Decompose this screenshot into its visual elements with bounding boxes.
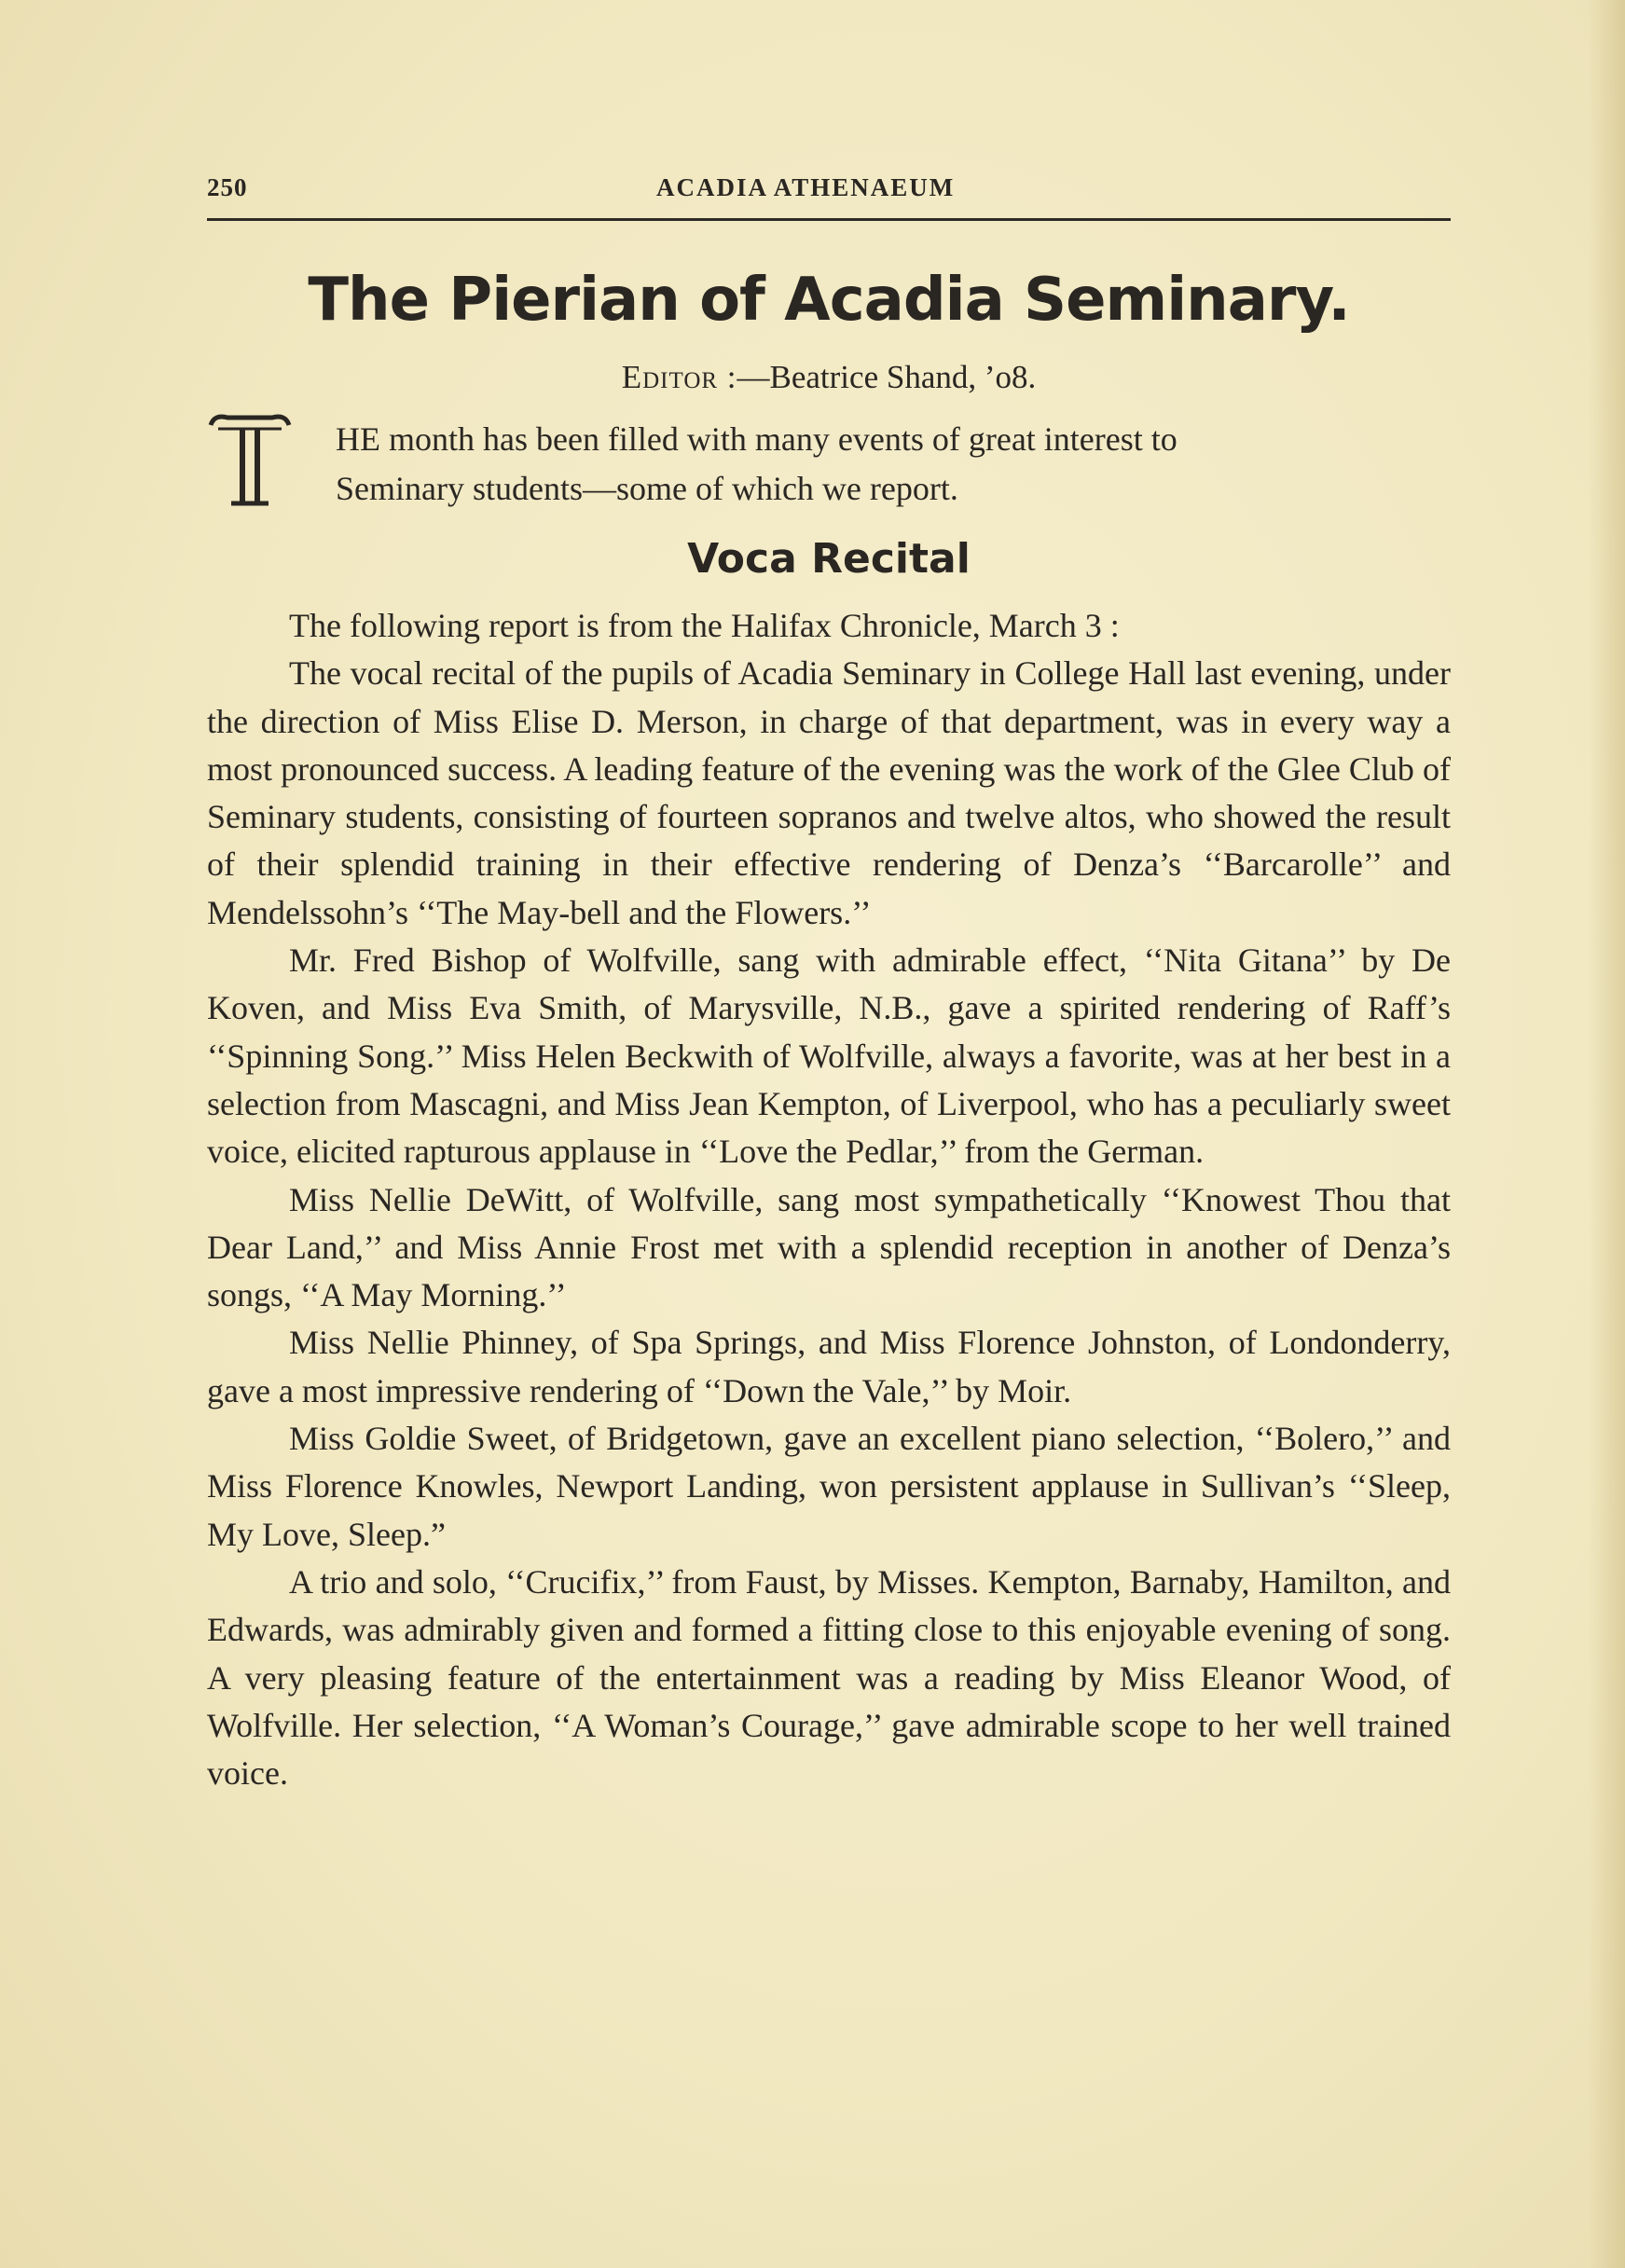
paragraph: Miss Goldie Sweet, of Bridgetown, gave an excellent piano selection, ‘‘Bolero,’’ and Miss Florence Knowles, Newport Landing, won persistent applause in Sullivan’s ‘‘Sleep, My Love, Sleep.” xyxy=(207,1420,1451,1553)
intro-line-1: HE month has been filled with many events of great interest to xyxy=(336,420,1177,458)
article-title: The Pierian of Acadia Seminary. xyxy=(308,266,1350,335)
drop-cap-t xyxy=(207,412,293,511)
header-rule xyxy=(207,218,1451,221)
page-edge-shadow xyxy=(1588,0,1625,2268)
paragraph: Miss Nellie DeWitt, of Wolfville, sang most sympathetically ‘‘Knowest Thou that Dear Land,’’ and Miss Annie Frost met with a splendid reception in another of Denza’s songs, ‘‘A May Morning.’’ xyxy=(207,1180,1451,1314)
journal-title: ACADIA ATHENAEUM xyxy=(656,173,956,201)
editor-line xyxy=(207,357,1451,398)
section-heading: Voca Recital xyxy=(687,535,971,583)
intro-line-2: Seminary students—some of which we report. xyxy=(336,470,958,507)
paragraph: Mr. Fred Bishop of Wolfville, sang with admirable effect, ‘‘Nita Gitana’’ by De Koven, and Miss Eva Smith, of Marysville, N.B., gave a spirited rendering of Raff’s ‘‘Spinning Song.’’ Miss Helen Beckwith of Wolfville, always a favorite, was at her best in a selection from Mascagni, and Miss Jean Kempton, of Liverpool, who has a peculiarly sweet voice, elicited rapturous applause in ‘‘Love the Pedlar,’’ from the German. xyxy=(207,942,1451,1171)
paragraph: The following report is from the Halifax Chronicle, March 3 : xyxy=(289,607,1120,644)
article-body xyxy=(207,602,1451,1797)
page-number: 250 xyxy=(207,173,248,201)
paragraph: The vocal recital of the pupils of Acadia Seminary in College Hall last evening, under the direction of Miss Elise D. Merson, in charge of that department, was in every way a most pronounced success. A leading feature of the evening was the work of the Glee Club of Seminary students, consisting of fourteen sopranos and twelve altos, who showed the result of their splendid training in their effective rendering of Denza’s ‘‘Barcarolle’’ and Mendelssohn’s ‘‘The May-bell and the Flowers.’’ xyxy=(207,654,1451,931)
editor-label: Editor : xyxy=(621,359,737,395)
paragraph: A trio and solo, ‘‘Crucifix,’’ from Faust, by Misses. Kempton, Barnaby, Hamilton, and Edwards, was admirably given and formed a fitting close to this enjoyable evening of song. A very pleasing feature of the entertainment was a reading by Miss Eleanor Wood, of Wolfville. Her selection, ‘‘A Woman’s Courage,’’ gave admirable scope to her well trained voice. xyxy=(207,1562,1451,1793)
editor-name: —Beatrice Shand, ’o8. xyxy=(737,359,1037,395)
paragraph: Miss Nellie Phinney, of Spa Springs, and Miss Florence Johnston, of Londonderry, gave a most impressive rendering of ‘‘Down the Vale,’’ by Moir. xyxy=(207,1324,1451,1409)
running-head xyxy=(207,173,1451,211)
